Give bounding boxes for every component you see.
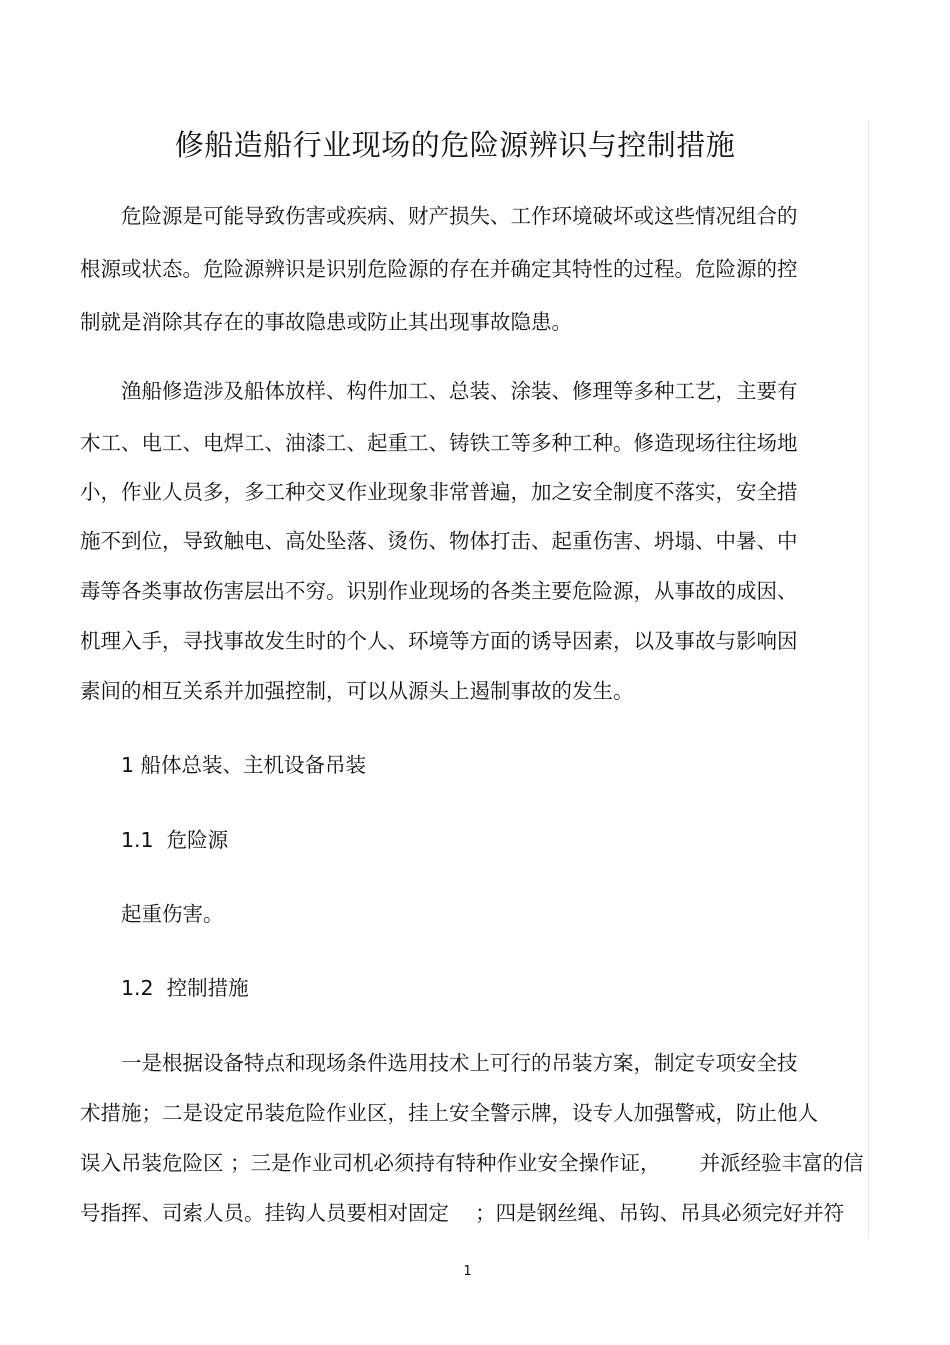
paragraph-2-line-4: 施不到位，导致触电、高处坠落、烫伤、物体打击、起重伤害、坍塌、中暑、中 <box>80 529 798 553</box>
measures-line-1: 一是根据设备特点和现场条件选用技术上可行的吊装方案，制定专项安全技 <box>121 1051 798 1075</box>
paragraph-2-line-6: 机理入手，寻找事故发生时的个人、环境等方面的诱导因素，以及事故与影响因 <box>80 629 798 653</box>
paragraph-2-line-7: 素间的相互关系并加强控制，可以从源头上遏制事故的发生。 <box>80 679 634 703</box>
subsection-heading-1-2: 1.2 控制措施 <box>121 976 249 1000</box>
paragraph-2-line-2: 木工、电工、电焊工、油漆工、起重工、铸铁工等多种工种。修造现场往往场地 <box>80 431 798 455</box>
paragraph-2-line-5: 毒等各类事故伤害层出不穷。识别作业现场的各类主要危险源，从事故的成因、 <box>80 579 798 603</box>
paragraph-2-line-3: 小，作业人员多，多工种交叉作业现象非常普遍，加之安全制度不落实，安全措 <box>80 480 798 504</box>
measures-line-4: 号指挥、司索人员。挂钩人员要相对固定 ；四是钢丝绳、吊钩、吊具必须完好并符 <box>80 1201 845 1225</box>
paragraph-1-line-3: 制就是消除其存在的事故隐患或防止其出现事故隐患。 <box>80 310 572 334</box>
section-heading-1: 1 船体总装、主机设备吊装 <box>121 753 367 777</box>
page-number: 1 <box>463 1264 472 1279</box>
page-margin-rule <box>868 120 869 1238</box>
subsection-1-1-text: 起重伤害。 <box>121 902 224 926</box>
measures-line-3: 误入吊装危险区 ；三是作业司机必须持有特种作业安全操作证， 并派经验丰富的信 <box>80 1151 864 1175</box>
document-title: 修船造船行业现场的危险源辨识与控制措施 <box>174 128 736 162</box>
measures-line-2: 术措施；二是设定吊装危险作业区，挂上安全警示牌，设专人加强警戒，防止他人 <box>80 1101 818 1125</box>
paragraph-1-line-1: 危险源是可能导致伤害或疾病、财产损失、工作环境破坏或这些情况组合的 <box>121 204 798 228</box>
subsection-heading-1-1: 1.1 危险源 <box>121 828 229 852</box>
paragraph-2-line-1: 渔船修造涉及船体放样、构件加工、总装、涂装、修理等多种工艺，主要有 <box>121 379 798 403</box>
paragraph-1-line-2: 根源或状态。危险源辨识是识别危险源的存在并确定其特性的过程。危险源的控 <box>80 257 798 281</box>
